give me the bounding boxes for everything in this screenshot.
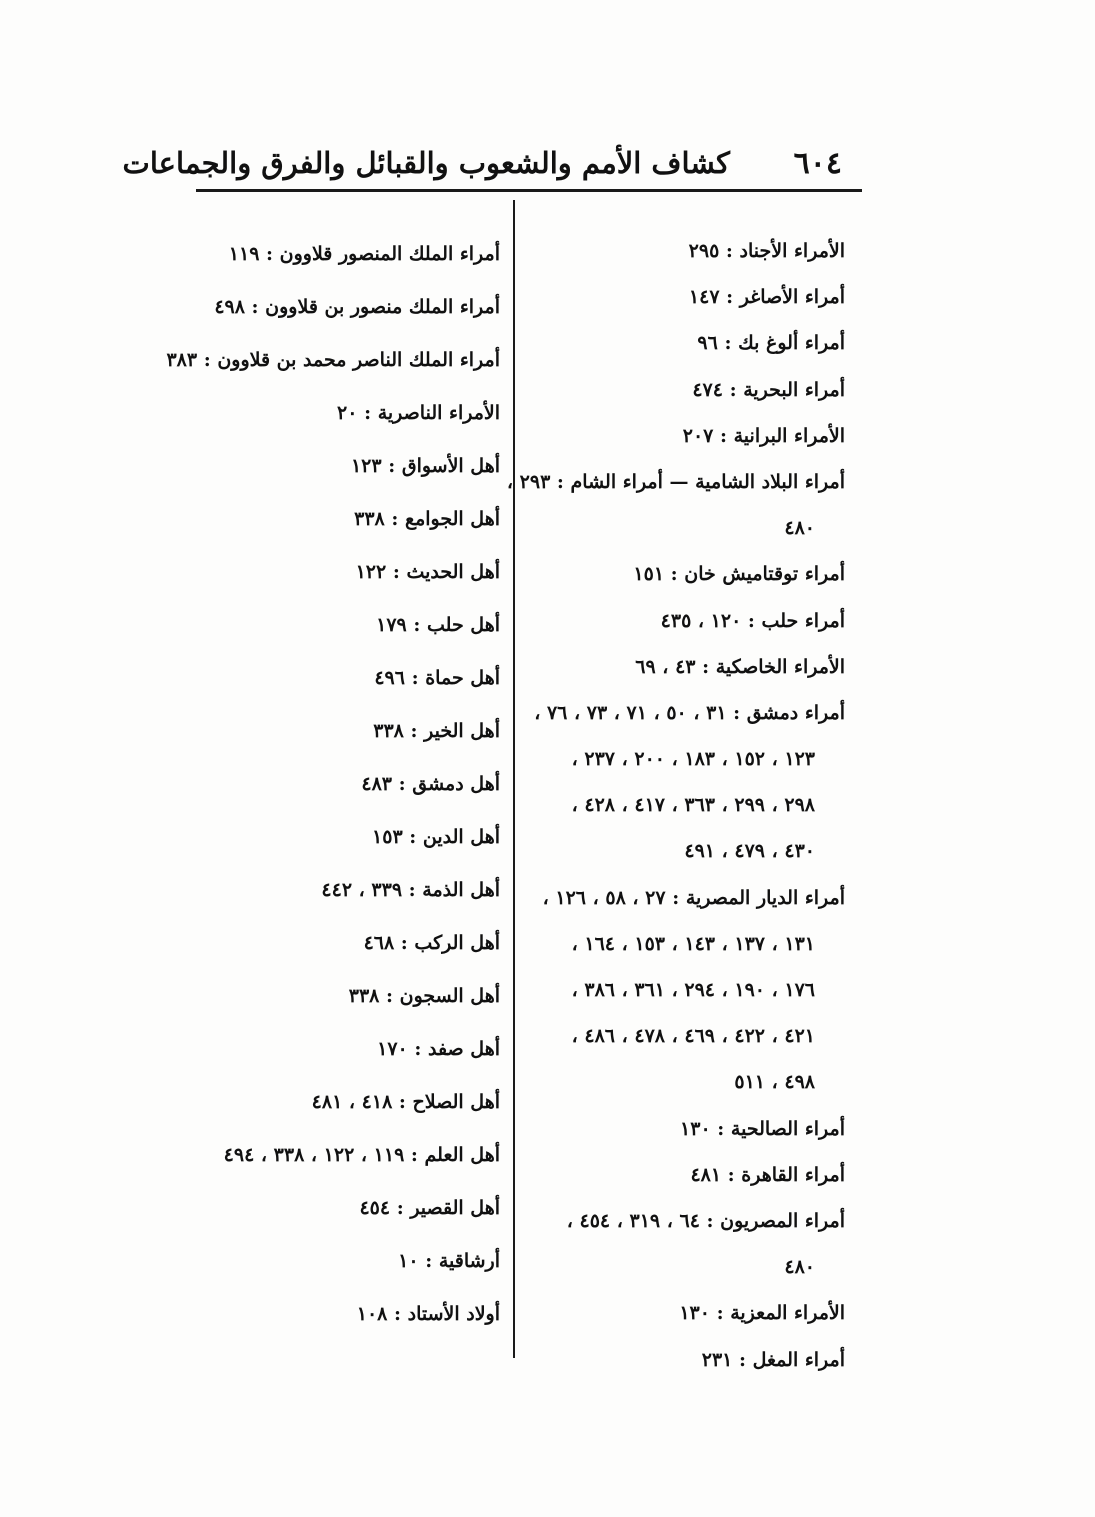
index-entry: أمراء الديار المصرية : ٢٧ ، ٥٨ ، ١٢٦ ، [542,886,845,909]
index-entry: أمراء الصالحية : ١٣٠ [680,1117,845,1140]
index-entry: أرشاقية : ١٠ [398,1250,500,1272]
index-entry: أمراء الملك المنصور قلاوون : ١١٩ [228,243,500,265]
index-entry: أهل الخير : ٣٣٨ [373,720,500,742]
index-entry: أمراء الأصاغر : ١٤٧ [688,286,845,309]
index-entry: ٤٨٠ [784,1256,815,1279]
index-entry: أولاد الأستاد : ١٠٨ [356,1303,500,1325]
index-entry: أهل حماة : ٤٩٦ [374,667,500,689]
index-entry: أمراء البحرية : ٤٧٤ [692,378,845,401]
index-entry: أهل العلم : ١١٩ ، ١٢٢ ، ٣٣٨ ، ٤٩٤ [223,1144,500,1166]
index-entry: أهل حلب : ١٧٩ [376,614,500,636]
index-entry: أهل القصير : ٤٥٤ [359,1197,500,1219]
index-entry: الأمراء الخاصكية : ٤٣ ، ٦٩ [635,655,845,678]
index-entry: أمراء البلاد الشامية — أمراء الشام : ٢٩٣ ، [506,470,845,493]
index-entry: ١٧٦ ، ١٩٠ ، ٢٩٤ ، ٣٦١ ، ٣٨٦ ، [571,979,815,1001]
index-entry: أهل الحديث : ١٢٢ [355,561,500,583]
index-entry: أهل الركب : ٤٦٨ [363,932,500,954]
index-entry: أهل الصلاح : ٤١٨ ، ٤٨١ [311,1091,500,1113]
index-entry: أهل صفد : ١٧٠ [377,1038,500,1060]
index-column-right [506,228,845,1383]
index-entry: أهل الجوامع : ٣٣٨ [354,508,500,530]
index-entry: ٢٩٨ ، ٢٩٩ ، ٣٦٣ ، ٤١٧ ، ٤٢٨ ، [571,794,815,817]
index-entry: ١٢٣ ، ١٥٢ ، ١٨٣ ، ٢٠٠ ، ٢٣٧ ، [571,748,815,771]
index-entry: الأمراء البرانية : ٢٠٧ [682,424,845,447]
page-number: ٦٠٤ [793,146,842,181]
index-entry: أهل دمشق : ٤٨٣ [361,773,500,795]
index-entry: أمراء القاهرة : ٤٨١ [690,1163,845,1186]
index-entry: ٤٣٠ ، ٤٧٩ ، ٤٩١ [684,840,815,863]
header-rule [196,189,862,192]
index-entry: أهل السجون : ٣٣٨ [348,985,500,1007]
index-entry: أمراء الملك منصور بن قلاوون : ٤٩٨ [214,296,500,318]
page-header [122,132,862,190]
index-entry: أمراء ألوغ بك : ٩٦ [697,332,845,355]
index-entry: ٤٢١ ، ٤٢٢ ، ٤٦٩ ، ٤٧٨ ، ٤٨٦ ، [571,1025,815,1048]
index-entry: الأمراء الأجناد : ٢٩٥ [688,240,845,262]
index-entry: أهل الدين : ١٥٣ [372,826,500,848]
page-title: كشاف الأمم والشعوب والقبائل والفرق والجماعات [122,146,730,180]
index-entry: أهل الذمة : ٣٣٩ ، ٤٤٢ [321,879,500,901]
index-entry: الأمراء المعزية : ١٣٠ [679,1302,845,1325]
index-entry: أمراء المغل : ٢٣١ [701,1348,845,1371]
column-divider [513,200,515,1358]
index-entry: أمراء المصريون : ٦٤ ، ٣١٩ ، ٤٥٤ ، [566,1209,845,1232]
index-entry: أهل الأسواق : ١٢٣ [350,455,500,477]
index-column-left [166,228,500,1341]
index-entry: أمراء دمشق : ٣١ ، ٥٠ ، ٧١ ، ٧٣ ، ٧٦ ، [534,701,845,724]
index-entry: أمراء حلب : ١٢٠ ، ٤٣٥ [660,609,845,632]
index-entry: ٤٩٨ ، ٥١١ [734,1071,815,1094]
index-entry: ٤٨٠ [784,517,815,540]
index-entry: الأمراء الناصرية : ٢٠ [337,402,500,424]
index-entry: ١٣١ ، ١٣٧ ، ١٤٣ ، ١٥٣ ، ١٦٤ ، [571,932,815,955]
index-entry: أمراء الملك الناصر محمد بن قلاوون : ٣٨٣ [166,349,500,371]
index-entry: أمراء توقتاميش خان : ١٥١ [633,563,845,586]
